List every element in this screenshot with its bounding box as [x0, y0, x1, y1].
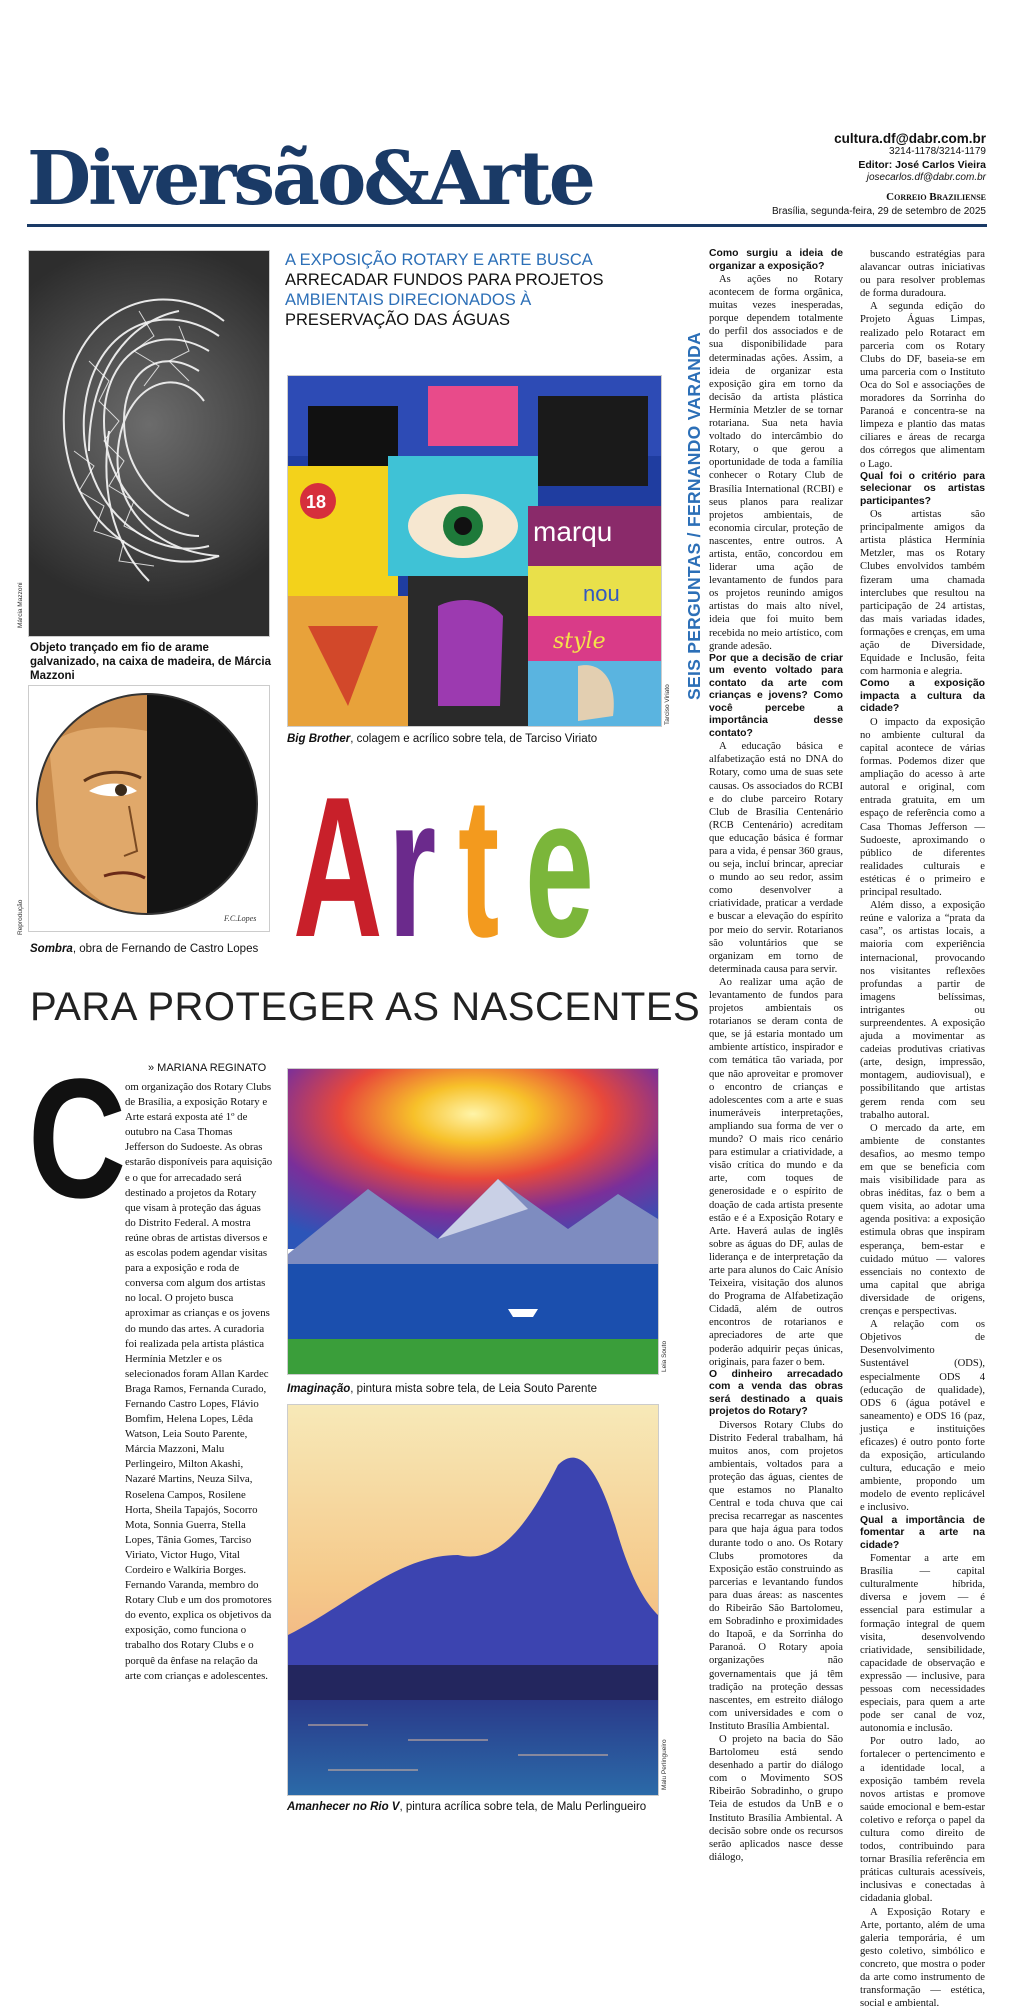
interview-paragraph: Por outro lado, ao fortalecer o pertencimento e a identidade local, a exposição também revela novos artistas e promove saúde emocional e bem-estar coletivo e reforça o papel da cultura como direito de todos, contribuindo para tornar Brasília referência em práticas culturais acessíveis, inclusivas e conectadas à cidadania global. — [860, 1736, 985, 1905]
photo-wire-sculpture — [28, 250, 270, 637]
interview-paragraph: A segunda edição do Projeto Águas Limpas, realizado pelo Rotaract em parceria com os Rotary Clubs do DF, baseia-se em uma parceria com o Instituto Oca do Sol e associações de moradores da Sorrinha do Paranoá e concentra-se na limpeza e plantio das matas ciliares e áreas de recarga dos córregos que alimentam o Lago. — [860, 301, 985, 470]
collage-number: 18 — [306, 492, 327, 512]
interview-paragraph: Os artistas são principalmente amigos da artista plástica Hermínia Metzler, mas os Rotary Clubes envolvidos também fizeram uma chamada interclubes que resultou na participação de 24 artistas, das mais variadas idades, formações e crenças, em uma ação de Diversidade, Equidade e Inclusão, feita com harmonia e alegria. — [860, 509, 985, 678]
interview-paragraph: A relação com os Objetivos de Desenvolvimento Sustentável (ODS), especialmente ODS 4 (educação de qualidade), ODS 6 (água potável e saneamento) e ODS 16 (paz, justiça e instituições eficazes) é outro ponto forte da exposição, articulando cultura, educação e meio ambiente, propondo um modelo de evento replicável e inclusivo. — [860, 1319, 985, 1514]
caption-title: Imaginação — [287, 1383, 351, 1395]
interview-paragraph: As ações no Rotary acontecem de forma orgânica, muitas vezes inesperadas, porque dependem totalmente do perfil dos associados e de sua disponibilidade para determinadas ações. Assim, a ideia de organizar esta exposição gira em torno da decisão da artista plástica Hermínia Metzler de se tornar rotariana. Sua neta havia voltado do intercâmbio do Rotary, o que gerou a oportunidade de toda a família conhecer o Rotary Club de Brasília International (RCBI) e seus planos para realizar projetos ambientais, de economia circular, proteção de nascentes, entre outros. A artista, então, concordou em liderar uma ação de levantamento de fundos para os projetos reunindo amigos artistas do mais alto nível, ideia que foi muito bem recebida no meio artístico, com grande adesão. — [709, 274, 843, 652]
kicker-line: AMBIENTAIS DIRECIONADOS À — [285, 291, 532, 309]
interview-question: O dinheiro arrecadado com a venda das obras será destinado a quais projetos do Rotary? — [709, 1368, 843, 1418]
rio-artwork — [288, 1405, 658, 1795]
dropcap: C — [28, 1044, 127, 1234]
photo-credit: Leia Souto — [661, 1340, 668, 1372]
photo-big-brother — [287, 375, 662, 727]
interview-paragraph: Fomentar a arte em Brasília — capital culturalmente híbrida, diversa e jovem — é essencial para estimular a formação integral de quem visita, desenvolvendo criatividade, sensibilidade, capacidade de observação e expressão — inclusive, para pessoas com necessidades especiais, para quem a arte pode ser canal de voz, autonomia e inclusão. — [860, 1553, 985, 1735]
interview-paragraph: O projeto na bacia do São Bartolomeu está sendo desenhado a partir do diálogo com o Movimento SOS Ribeirão Sobradinho, o grupo Teia de estudos da UnB e o Instituto Brasília Ambiental. A decisão sobre onde os recursos serão aplicados nasce desse diálogo, — [709, 1733, 843, 1863]
interview-paragraph: O impacto da exposição no ambiente cultural da capital acontece de várias formas. Podemos dizer que ampliação do acesso à arte autoral e original, com entrada gratuita, em um espaço de referência como a Casa Thomas Jefferson — Sudoeste, aproximando o público de diferentes realidades culturais e estéticas é o primeiro e principal resultado. — [860, 716, 985, 899]
artwork-signature: F.C.Lopes — [224, 914, 257, 923]
interview-paragraph: A educação básica e alfabetização está no DNA do Rotary, como uma de suas sete causas. Os associados do RCBI e do clube parceiro Rotary Club de Brasília Centenário (RCB Centenário) acreditam que educação básica é formar para a vida, é pensar 360 graus, ou seja, incluí brincar, apreciar o mundo ao seu redor, assim como desenvolver a criatividade, praticar a verdade e buscar a elevação do espírito por meio do servir. Rotarianos são voluntários que se organizam em torno de determinada causa para servir. — [709, 741, 843, 975]
headline-subtitle: PARA PROTEGER AS NASCENTES — [30, 985, 701, 1029]
byline: » MARIANA REGINATO — [148, 1062, 267, 1074]
photo-credit: Malu Perlingueiro — [661, 1739, 668, 1790]
section-email[interactable]: cultura.df@dabr.com.br — [834, 131, 986, 146]
collage-word: style — [553, 629, 606, 654]
interview-paragraph: O mercado da arte, em ambiente de constantes desafios, ao mesmo tempo em que se beneficia com mais visibilidade para as obras inéditas, faz o bem a quem visita, ao adotar uma agenda positiva: a exposição estimula obras que inspiram esperança, bem-estar e cuidado mútuo — valores essenciais no contexto de uma capital que abriga diversidade de origens, crenças e perspectivas. — [860, 1122, 985, 1318]
headline-arte — [293, 756, 653, 979]
dateline: Brasília, segunda-feira, 29 de setembro de 2025 — [771, 206, 986, 217]
kicker-line: A EXPOSIÇÃO ROTARY E ARTE BUSCA — [285, 251, 593, 269]
caption-big-brother — [287, 732, 662, 746]
interview-column-2 — [860, 248, 985, 2010]
wire-spiral-artwork — [29, 251, 269, 636]
interview-question: Como a exposição impacta a cultura da cidade? — [860, 678, 985, 715]
caption-title: Amanhecer no Rio V — [287, 1801, 400, 1813]
photo-credit: Márcia Mazzoni — [17, 582, 24, 628]
interview-question: Qual a importância de fomentar a arte na cidade? — [860, 1514, 985, 1551]
interview-paragraph: Além disso, a exposição reúne e valoriza a “prata da casa”, os artistas locais, a maioria com experiência internacional, provocando nos visitantes reflexões profundas a partir de imagens belíssimas, intrigantes ou surpreendentes. A exposição ajuda a movimentar as cadeias produtivas criativas (arte, design, impressão, montagem, audiovisual), e possibilitando que artistas gerem renda com seu trabalho autoral. — [860, 900, 985, 1121]
interview-question: Qual foi o critério para selecionar os artistas participantes? — [860, 470, 985, 507]
caption-title: Sombra — [30, 943, 73, 955]
landscape-artwork — [288, 1069, 658, 1374]
interview-column-1 — [709, 248, 843, 1903]
section-phones: 3214-1178/3214-1179 — [889, 146, 986, 157]
photo-amanhecer — [287, 1404, 659, 1796]
headline-letter: A — [293, 756, 383, 979]
newspaper-name: Correio Braziliense — [886, 191, 986, 203]
caption-text: , pintura acrílica sobre tela, de Malu Perlingueiro — [399, 1801, 647, 1813]
interview-paragraph: Diversos Rotary Clubs do Distrito Federal trabalham, há muitos anos, com projetos ambientais, voltados para a proteção das águas, cientes de que estamos no Planalto Central e toda chuva que cai precisa recarregar as nascentes para que haja água para todos durante todo o ano. Os Rotary Clubs promotores da Exposição estão construindo as parcerias e levantando fundos para duas áreas: as nascentes do Ribeirão São Bartolomeu, em Sobradinho e proximidades do Itapoã, e da Sorrinha do Paranoá. O Rotary apoia organizações não governamentais que já têm tradição na proteção dessas nascentes, em estreito diálogo com universidades e com o Instituto Brasília Ambiental. — [709, 1419, 843, 1732]
intro-text: om organização dos Rotary Clubs de Brasília, a exposição Rotary e Arte estará exposta até 1º de outubro na Casa Thomas Jefferson do Sudoeste. As obras estarão disponíveis para aquisição e o que for arrecadado será destinado a projetos da Rotary que visam à proteção das águas do Distrito Federal. A mostra reúne obras de artistas diversos e as escolas podem agendar visitas para a exposição e roda de conversa com algum dos artistas no local. O projeto busca aproximar as crianças e os jovens do mundo das artes. A curadoria foi realizada pela artista plástica Hermínia Metzler e os selecionados foram Allan Kardec Braga Ramos, Fernanda Curado, Fernando Castro Lopes, Flávio Bomfim, Helena Lopes, Lêda Watson, Leia Souto Parente, Márcia Mazzoni, Malu Perlingeiro, Milton Akashi, Nazaré Martins, Neuza Silva, Roselena Campos, Rosilene Horta, Sheila Tapajós, Socorro Mota, Sonnia Guerra, Stella Lopes, Tânia Gomes, Tarciso Viriato, Victor Hugo, Vital Cordeiro e Walkíria Borges. Fernando Varanda, membro do Rotary Club e um dos promotores do evento, explica os objetivos da exposição, como funciona o trabalho dos Rotary Clubs e o porquê da ênfase na relação da arte com crianças e adolescentes. — [125, 1081, 273, 1682]
sombra-artwork — [29, 686, 269, 931]
headline-letter: r — [388, 756, 437, 979]
editor-name: Editor: José Carlos Vieira — [858, 159, 986, 171]
interview-paragraph: Ao realizar uma ação de levantamento de fundos para projetos ambientais os rotarianos se deram conta de que, se já estaria montado um ambiente artístico, inspirador e com temática tão variada, por que não aproveitar e promover o encontro de crianças e adolescentes com a arte e suas inumeráveis interpretações, ampliando sua forma de ver o mundo? O mais rico cenário para estimular a criatividade, a visão crítica do mundo e da arte, com toques de generosidade e o espírito de doação de cada artista presente estão e é a Exposição Rotary e Arte. Haverá aulas de inglês sobre as águas do DF, aulas de liderança e de interpretação da arte para alunos do Caic Anísio Teixeira, visitação dos alunos do Programa de Alfabetização Cidadã, além de outros encontros de rotarianos e apreciadores de arte que poderão adquirir peças únicas, originais, para fazer o bem. — [709, 976, 843, 1368]
photo-sombra — [28, 685, 270, 932]
collage-word: marqu — [533, 516, 613, 547]
photo-imaginacao — [287, 1068, 659, 1375]
caption-title: Big Brother — [287, 733, 351, 745]
interview-paragraph: A Exposição Rotary e Arte, portanto, além de uma galeria temporária, é um gesto coletivo, simbólico e concreto, que mostra o poder da arte como instrumento de transformação — estética, social e ambiental. — [860, 1906, 985, 2010]
headline-letter: e — [525, 756, 594, 979]
caption-imaginacao — [287, 1382, 667, 1396]
caption-amanhecer — [287, 1800, 677, 1814]
photo-credit: Tarciso Viriato — [664, 684, 671, 725]
interview-question: Por que a decisão de criar um evento voltado para contato da arte com crianças e jovens? Como você percebe a importância desse contato? — [709, 652, 843, 739]
headline-letter: t — [458, 756, 500, 979]
caption-text: , colagem e acrílico sobre tela, de Tarciso Viriato — [350, 733, 598, 745]
caption-text: , obra de Fernando de Castro Lopes — [72, 943, 259, 955]
editor-email[interactable]: josecarlos.df@dabr.com.br — [866, 172, 986, 183]
interview-paragraph: buscando estratégias para alavancar outras iniciativas ou para resolver problemas de forma duradoura. — [860, 249, 985, 300]
masthead: Diversão&Arte — [27, 136, 593, 222]
caption-text: , pintura mista sobre tela, de Leia Souto Parente — [350, 1383, 598, 1395]
kicker-line: PRESERVAÇÃO DAS ÁGUAS — [285, 311, 510, 329]
collage-word: nou — [583, 581, 620, 606]
photo-credit: Reprodução — [17, 899, 24, 935]
interview-question: Como surgiu a ideia de organizar a exposição? — [709, 248, 843, 272]
kicker — [285, 250, 655, 330]
kicker-line: ARRECADAR FUNDOS PARA PROJETOS — [285, 271, 604, 289]
header-rule — [27, 224, 987, 227]
interview-banner: SEIS PERGUNTAS / FERNANDO VARANDA — [684, 331, 704, 700]
caption-wire-sculpture: Objeto trançado em fio de arame galvanizado, na caixa de madeira, de Márcia Mazzoni — [30, 642, 271, 682]
caption-sombra — [30, 942, 275, 956]
collage-artwork — [288, 376, 661, 726]
